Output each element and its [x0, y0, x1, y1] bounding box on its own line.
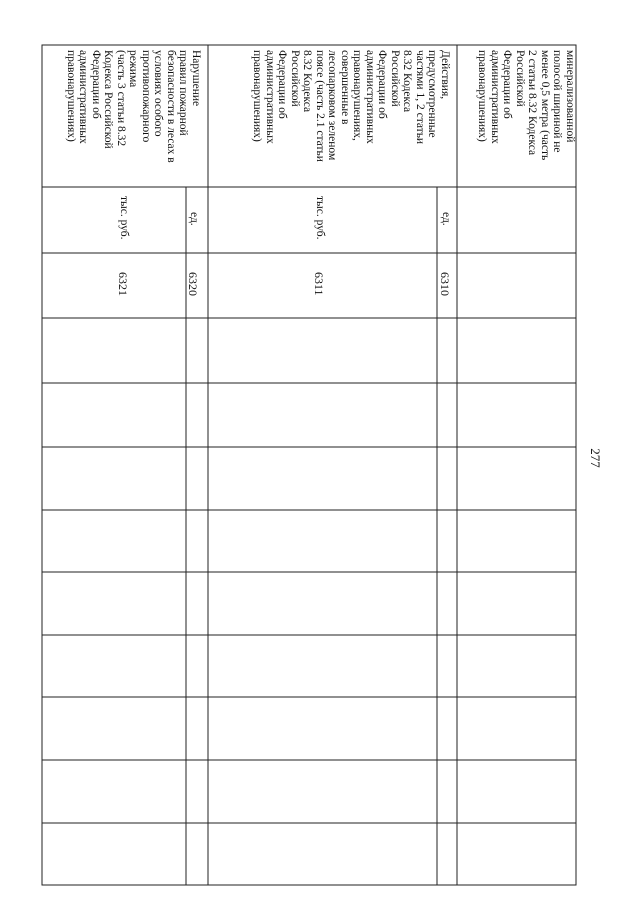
row-2-code-a: 6310: [438, 272, 452, 296]
row-3-unit-a: ед.: [188, 212, 200, 226]
row-3-code-a: 6320: [186, 272, 200, 296]
row-2-unit-b: тыс. руб.: [314, 196, 326, 240]
row-2-unit-a: ед.: [440, 212, 452, 226]
row-2-code-b: 6311: [312, 272, 326, 296]
row-3-description: Нарушение правил пожарной безопасности в лесах в условиях особого противопожарного режима (часть 3 статьи 8.32 Кодекса Российской Федерации об административных правонарушениях): [65, 50, 202, 163]
page-number: 277: [587, 448, 603, 468]
row-3-code-b: 6321: [116, 272, 130, 296]
row-3-unit-b: тыс. руб.: [118, 196, 130, 240]
row-1-description: минерализованной полосой шириной не менее 0,5 метра (часть 2 статьи 8.32 Кодекса Российской Федерации об административных правонарушениях): [476, 50, 576, 161]
row-2-description: Действия, предусмотренные частями 1, 2 статьи 8.32 Кодекса Российской Федерации об административных правонарушениях, совершенные в лесопарковом зеленом поясе (часть 2.1 статьи 8.32 Кодекса Российской Федерации об административных правонарушениях): [251, 50, 451, 162]
